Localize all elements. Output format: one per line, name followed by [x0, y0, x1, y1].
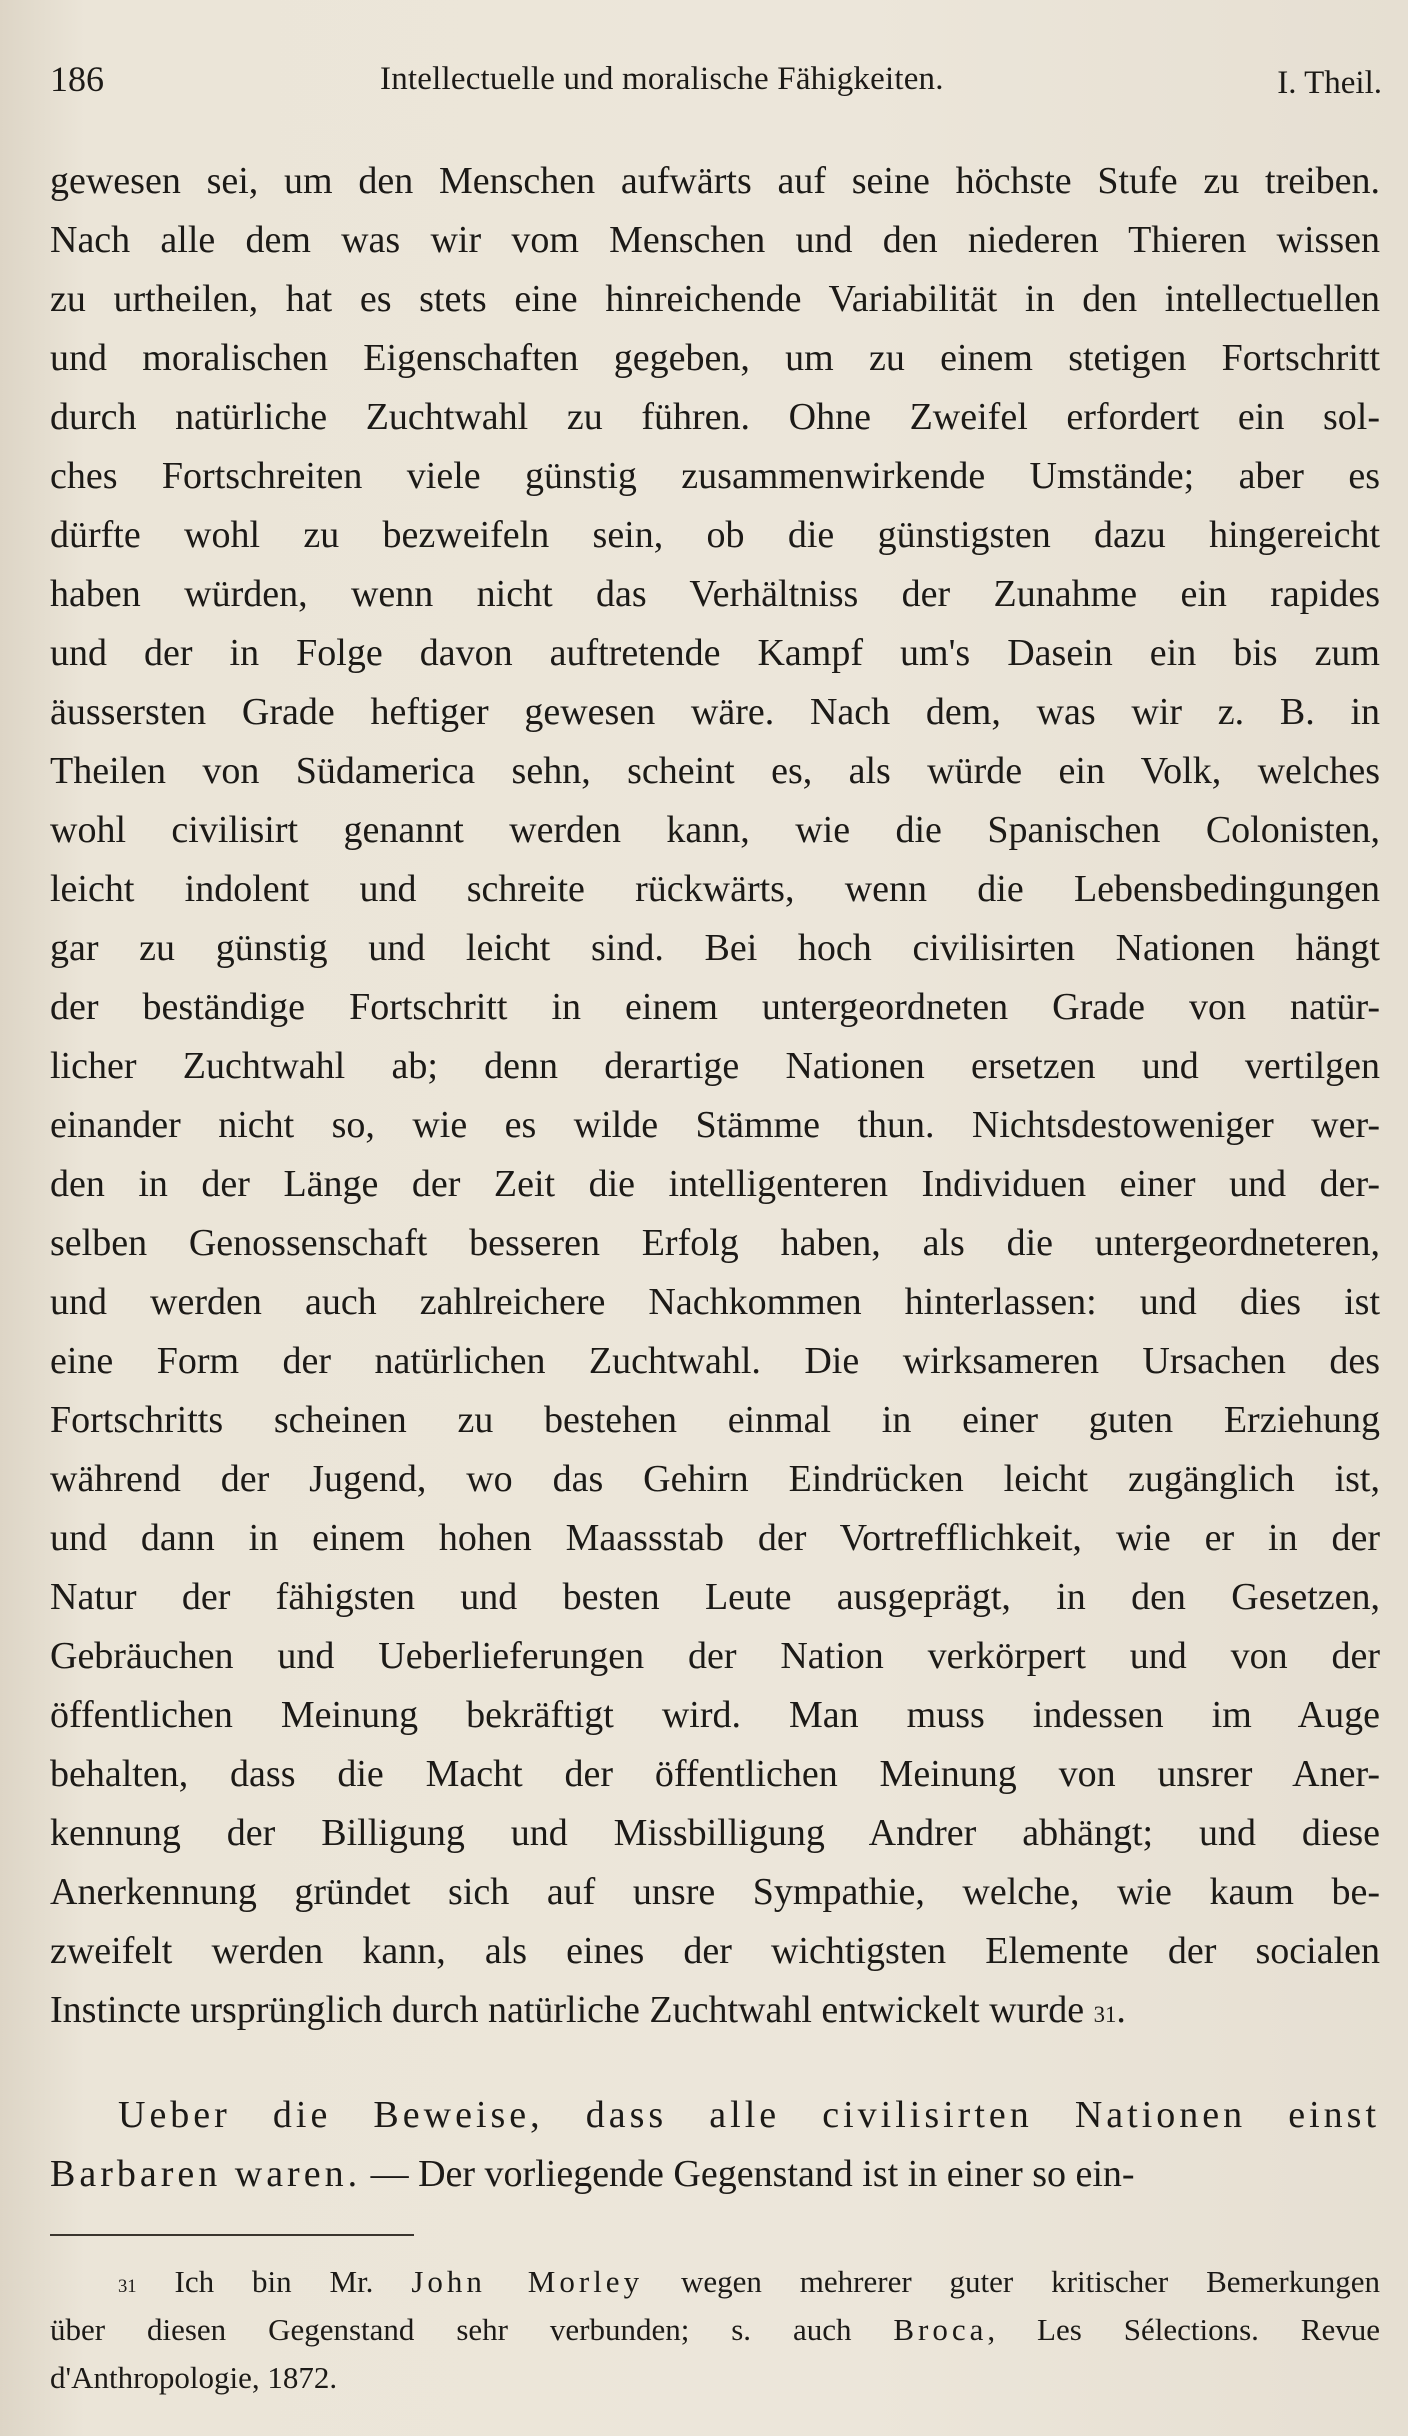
text-line	[50, 329, 1380, 388]
text-line	[50, 388, 1380, 447]
text-line	[50, 1804, 1380, 1863]
paragraph-text: durch natürliche Zuchtwahl zu führen. Ohne Zweifel erfordert ein sol-	[50, 396, 1380, 438]
paragraph-text: Anerkennung gründet sich auf unsre Sympathie, welche, wie kaum be-	[50, 1871, 1380, 1913]
text-line: Instincte ursprünglich durch natürliche Zuchtwahl entwickelt wurde $^{31}$.	[50, 1989, 1126, 2031]
paragraph-text: einander nicht so, wie es wilde Stämme thun. Nichtsdestoweniger wer-	[50, 1104, 1380, 1146]
text-line	[50, 211, 1380, 270]
footnote-line	[50, 2306, 1380, 2354]
footnote-separator	[50, 2234, 414, 2236]
paragraph-text: Fortschritts scheinen zu bestehen einmal in einer guten Erziehung	[50, 1399, 1380, 1441]
text-line	[50, 1863, 1380, 1922]
footnote-text: wegen mehrerer guter kritischer Bemerkungen	[680, 2264, 1380, 2299]
paragraph-text: und moralischen Eigenschaften gegeben, um zu einem stetigen Fortschritt	[50, 337, 1380, 379]
footnote-text: d'Anthropologie, 1872.	[50, 2360, 338, 2395]
paragraph-text: eine Form der natürlichen Zuchtwahl. Die wirksameren Ursachen des	[50, 1340, 1380, 1382]
text-line	[50, 2145, 1380, 2204]
text-line	[50, 1627, 1380, 1686]
text-line	[50, 1450, 1380, 1509]
paragraph-text: öffentlichen Meinung bekräftigt wird. Man muss indessen im Auge	[50, 1694, 1380, 1736]
page-number: 186	[50, 59, 104, 99]
paragraph-text: Theilen von Südamerica sehn, scheint es, als würde ein Volk, welches	[50, 750, 1380, 792]
text-line	[50, 1096, 1380, 1155]
text-line	[50, 1332, 1380, 1391]
paragraph-text: leicht indolent und schreite rückwärts, wenn die Lebensbedingungen	[50, 868, 1380, 910]
section-heading-end: Barbaren waren.	[50, 2153, 362, 2195]
text-line	[50, 978, 1380, 1037]
paragraph-text: Gebräuchen und Ueberlieferungen der Nation verkörpert und von der	[50, 1635, 1380, 1677]
paragraph-2	[50, 2086, 1380, 2204]
paragraph-text: und werden auch zahlreichere Nachkommen hinterlassen: und dies ist	[50, 1281, 1380, 1323]
paragraph-1	[50, 152, 1380, 2040]
footnote-reference: 31	[1093, 2002, 1117, 2027]
main-text	[50, 152, 1380, 2204]
paragraph-text: wohl civilisirt genannt werden kann, wie die Spanischen Colonisten,	[50, 809, 1380, 851]
paragraph-text: und der in Folge davon auftretende Kampf um's Dasein ein bis zum	[50, 632, 1380, 674]
paragraph-text: selben Genossenschaft besseren Erfolg haben, als die untergeordneteren,	[50, 1222, 1380, 1264]
footnote-text: Ich bin Mr.	[174, 2264, 374, 2299]
paragraph-text: äussersten Grade heftiger gewesen wäre. Nach dem, was wir z. B. in	[50, 691, 1380, 733]
text-line	[50, 1568, 1380, 1627]
footnote-author: John Morley	[411, 2264, 644, 2299]
paragraph-text: Natur der fähigsten und besten Leute ausgeprägt, in den Gesetzen,	[50, 1576, 1380, 1618]
paragraph-text: haben würden, wenn nicht das Verhältniss der Zunahme ein rapides	[50, 573, 1380, 615]
text-line	[50, 1037, 1380, 1096]
paragraph-text: gar zu günstig und leicht sind. Bei hoch civilisirten Nationen hängt	[50, 927, 1380, 969]
text-line	[50, 683, 1380, 742]
paragraph-text: Der vorliegende Gegenstand ist in einer so ein-	[418, 2153, 1135, 2195]
paragraph-text: Nach alle dem was wir vom Menschen und den niederen Thieren wissen	[50, 219, 1380, 261]
part-label: I. Theil.	[1277, 65, 1382, 101]
text-line	[50, 1273, 1380, 1332]
text-line	[50, 860, 1380, 919]
paragraph-text: Instincte ursprünglich durch natürliche Zuchtwahl entwickelt wurde	[50, 1989, 1085, 2031]
text-line	[50, 1214, 1380, 1273]
text-line	[50, 506, 1380, 565]
text-line	[50, 2086, 1380, 2145]
footnote-line	[50, 2258, 1380, 2306]
paragraph-text: behalten, dass die Macht der öffentlichen Meinung von unsrer Aner-	[50, 1753, 1380, 1795]
text-line	[50, 1391, 1380, 1450]
text-line	[50, 447, 1380, 506]
text-line	[50, 1686, 1380, 1745]
paragraph-text: während der Jugend, wo das Gehirn Eindrücken leicht zugänglich ist,	[50, 1458, 1380, 1500]
footnote-text: über diesen Gegenstand sehr verbunden; s. auch	[50, 2312, 852, 2347]
paragraph-text: ches Fortschreiten viele günstig zusammenwirkende Umstände; aber es	[50, 455, 1380, 497]
paragraph-text: der beständige Fortschritt in einem untergeordneten Grade von natür-	[50, 986, 1380, 1028]
footnote-author: Broca	[893, 2312, 988, 2347]
text-line	[50, 919, 1380, 978]
footnote-marker: 31	[118, 2276, 137, 2297]
paragraph-text: gewesen sei, um den Menschen aufwärts auf seine höchste Stufe zu treiben.	[50, 160, 1380, 202]
text-line	[50, 742, 1380, 801]
text-line	[50, 1745, 1380, 1804]
footnote-line	[50, 2354, 1380, 2402]
text-line	[50, 1509, 1380, 1568]
page-header	[50, 56, 1382, 102]
paragraph-text: licher Zuchtwahl ab; denn derartige Nationen ersetzen und vertilgen	[50, 1045, 1380, 1087]
paragraph-text: den in der Länge der Zeit die intelligenteren Individuen einer und der-	[50, 1163, 1380, 1205]
paragraph-text: dürfte wohl zu bezweifeln sein, ob die günstigsten dazu hingereicht	[50, 514, 1380, 556]
text-line	[50, 152, 1380, 211]
section-heading: Ueber die Beweise, dass alle civilisirten Nationen einst	[118, 2094, 1380, 2136]
paragraph-text: zu urtheilen, hat es stets eine hinreichende Variabilität in den intellectuellen	[50, 278, 1380, 320]
footnote-text: , Les Sélections. Revue	[987, 2312, 1380, 2347]
footnotes	[50, 2258, 1380, 2402]
text-line	[50, 565, 1380, 624]
text-line	[50, 801, 1380, 860]
running-title: Intellectuelle und moralische Fähigkeiten.	[380, 61, 944, 97]
text-line	[50, 1922, 1380, 1981]
paragraph-text: und dann in einem hohen Maassstab der Vortrefflichkeit, wie er in der	[50, 1517, 1380, 1559]
em-dash: —	[370, 2153, 409, 2195]
paragraph-text: kennung der Billigung und Missbilligung Andrer abhängt; und diese	[50, 1812, 1380, 1854]
paragraph-text: zweifelt werden kann, als eines der wichtigsten Elemente der socialen	[50, 1930, 1380, 1972]
text-line	[50, 1155, 1380, 1214]
text-line	[50, 624, 1380, 683]
text-line	[50, 270, 1380, 329]
